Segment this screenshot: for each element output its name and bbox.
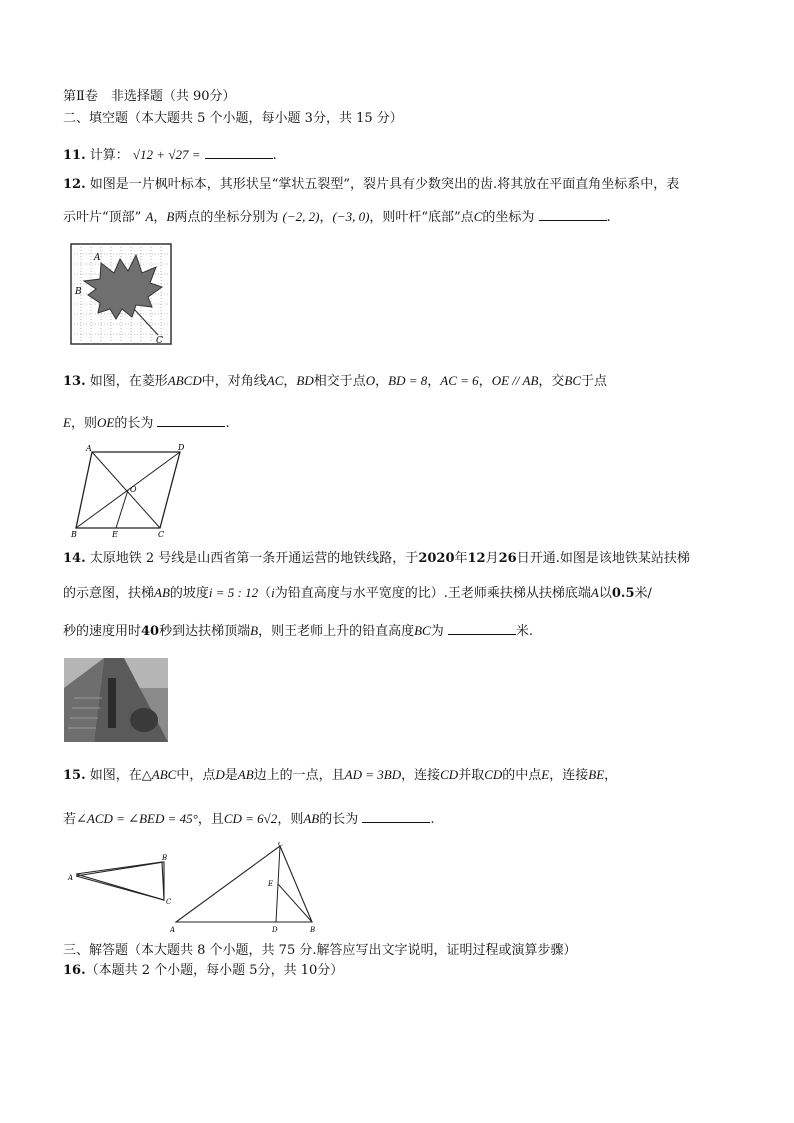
q14-i: i: [271, 585, 275, 600]
fig12-label-a: A: [94, 253, 101, 263]
q15-t7: 的中点: [502, 768, 542, 783]
q14-l2f: 米/: [634, 586, 652, 601]
fig15R-label-d: D: [272, 926, 278, 934]
q11-expression: √12 + √27 =: [132, 147, 201, 162]
fig13-label-o: O: [130, 485, 137, 494]
q12-text-1: 如图是一片枫叶标本，其形状呈“掌状五裂型”，裂片具有少数突出的齿.将其放在平面直角坐标系中，表: [89, 177, 680, 192]
q13-line2: E，则OE的长为 .: [63, 415, 230, 431]
q12-text-2c: ，则叶杆“底部”点: [369, 210, 474, 225]
q14-speed: 0.5: [611, 586, 635, 601]
q14-b: B: [250, 623, 259, 638]
q14-answer-blank: [448, 622, 516, 635]
q15-t8: ，连接: [549, 768, 589, 783]
q12-sep2: ，: [319, 210, 333, 225]
triangle-abc-with-d-e-figure: [170, 842, 320, 934]
q14-unit: 米.: [515, 624, 534, 639]
q14-l2a: 的示意图，扶梯: [63, 586, 155, 601]
q13-t9: 于点: [581, 374, 608, 389]
q14-l2d: 为铅直高度与水平宽度的比）.王老师乘扶梯从扶梯底端: [274, 586, 591, 601]
q13-ac6: AC = 6: [440, 373, 479, 388]
q14-a: A: [590, 585, 599, 600]
q12-line1: [63, 176, 679, 194]
q14-month: 12: [467, 551, 486, 566]
part2-header: 第Ⅱ卷 非选择题（共 90分）: [63, 89, 236, 104]
q13-t8: ，交: [538, 374, 565, 389]
q15-ab: AB: [237, 767, 254, 782]
fig13-label-c: C: [158, 530, 165, 539]
fig13-label-e: E: [112, 530, 118, 539]
q13-t2: 中，对角线: [201, 374, 267, 389]
fig13-label-b: B: [71, 530, 77, 539]
q15-e: E: [541, 767, 550, 782]
fig13-label-a: A: [86, 444, 92, 453]
q15-angle: ∠ACD = ∠BED = 45°: [76, 811, 198, 826]
q14-time: 40: [141, 624, 160, 639]
q15-t9: ，: [604, 768, 618, 783]
q13-t11: 的长为: [114, 416, 154, 431]
fig15L-label-a: A: [68, 874, 74, 882]
q13-e: E: [63, 415, 71, 430]
q15-t3: 是: [224, 768, 238, 783]
q15-l2b: ，且: [197, 812, 224, 827]
q13-line1: [63, 372, 607, 391]
q14-number: 14.: [63, 551, 86, 566]
q11-answer-blank: [205, 146, 273, 159]
q14-l2e: 以: [598, 586, 612, 601]
q12-number: 12.: [63, 177, 86, 192]
q15-ad: AD = 3BD: [344, 767, 402, 782]
q15-cd2: CD: [484, 767, 503, 782]
escalator-photo: [64, 658, 168, 742]
q14-l2c: （: [258, 586, 272, 601]
fig12-label-b: B: [75, 287, 82, 297]
q14-l3d: 为: [430, 624, 444, 639]
fig15R-label-b: B: [310, 926, 316, 934]
q12-coord-1: (−2, 2): [282, 209, 320, 224]
q13-bd: BD: [296, 373, 314, 388]
fig15R-label-c: C: [278, 842, 284, 848]
q12-var-b: B: [166, 209, 175, 224]
q13-oe: OE: [96, 415, 115, 430]
q15-be: BE: [588, 767, 605, 782]
maple-leaf-figure: [70, 243, 172, 345]
q14-l3c: ，则王老师上升的铅直高度: [258, 624, 415, 639]
q14-line1: [63, 550, 690, 568]
q15-answer-blank: [362, 810, 430, 823]
q13-bc: BC: [564, 373, 582, 388]
q15-l2c: ，则: [277, 812, 304, 827]
fig13-label-d: D: [178, 443, 185, 452]
q11-number: 11.: [63, 148, 86, 163]
q13-ac: AC: [266, 373, 284, 388]
q16-text: （本题共 2 个小题，每小题 5分，共 10分）: [85, 963, 344, 978]
q14-ab: AB: [154, 585, 170, 600]
q15-number: 15.: [63, 768, 86, 783]
q14-l1a: 太原地铁 2 号线是山西省第一条开通运营的地铁线路，于: [89, 551, 419, 566]
q11: 11. 计算： √12 + √27 = .: [63, 147, 277, 163]
q13-t10: ，则: [70, 416, 97, 431]
q15-t1: 如图，在: [89, 768, 142, 783]
q12-sep1: ，: [153, 210, 167, 225]
q13-abcd: ABCD: [167, 373, 202, 388]
q13-t7: ，: [478, 374, 492, 389]
q15-cd-value: CD = 6√2: [223, 811, 278, 826]
q14-year: 2020: [418, 551, 455, 566]
q14-day: 26: [498, 551, 517, 566]
q14-line2: [63, 584, 652, 603]
q15-l2d: 的长为: [319, 812, 359, 827]
q12-text-2a: 示叶片“顶部”: [63, 210, 142, 225]
q11-text: 计算：: [89, 148, 129, 163]
q15-d: D: [215, 767, 225, 782]
q16: [63, 962, 343, 980]
q14-l1d: 日开通.如图是该地铁某站扶梯: [516, 551, 690, 566]
fig15R-label-e: E: [268, 880, 274, 888]
q15-cd: CD: [440, 767, 459, 782]
section2-title: 二、填空题（本大题共 5 个小题，每小题 3分，共 15 分）: [63, 111, 403, 126]
q14-bc: BC: [414, 623, 431, 638]
q15-triangle: △ABC: [141, 767, 177, 782]
q13-t4: 相交于点: [313, 374, 366, 389]
q13-o: O: [365, 373, 376, 388]
q15-t4: 边上的一点，且: [253, 768, 345, 783]
q12-var-a: A: [145, 209, 154, 224]
q14-l2b: 的坡度: [169, 586, 209, 601]
q13-t6: ，: [427, 374, 441, 389]
q13-answer-blank: [157, 414, 225, 427]
q15-l2a: 若: [63, 812, 77, 827]
q12-coord-2: (−3, 0): [332, 209, 370, 224]
fig12-label-c: C: [156, 336, 163, 345]
q14-l1c: 月: [485, 551, 499, 566]
fig15L-label-c: C: [166, 898, 172, 906]
fig15L-label-b: B: [162, 854, 168, 862]
q14-l1b: 年: [454, 551, 468, 566]
q12-line2: 示叶片“顶部” A，B两点的坐标分别为 (−2, 2)，(−3, 0)，则叶杆“底部”点C的坐标为 .: [63, 209, 611, 225]
q14-slope: i = 5 : 12: [208, 585, 259, 600]
q16-number: 16.: [63, 963, 86, 978]
q12-answer-blank: [539, 208, 607, 221]
q13-t5: ，: [375, 374, 389, 389]
q15-t5: ，连接: [401, 768, 441, 783]
q12-text-2d: 的坐标为: [482, 210, 535, 225]
rhombus-figure: [70, 440, 190, 540]
q12-var-c: C: [473, 209, 483, 224]
q15-line2: 若∠ACD = ∠BED = 45°，且CD = 6√2，则AB的长为 .: [63, 811, 435, 827]
q15-t2: 中，点: [176, 768, 216, 783]
q14-line3: [63, 622, 533, 641]
q14-l3b: 秒到达扶梯顶端: [159, 624, 251, 639]
section3-title: 三、解答题（本大题共 8 个小题，共 75 分.解答应写出文字说明，证明过程或演算步骤）: [63, 943, 577, 958]
q13-bd8: BD = 8: [388, 373, 428, 388]
q14-l3a: 秒的速度用时: [63, 624, 142, 639]
q13-t3: ，: [283, 374, 297, 389]
q15-ab2: AB: [303, 811, 320, 826]
q12-text-2b: 两点的坐标分别为: [174, 210, 279, 225]
q13-t1: 如图，在菱形: [89, 374, 168, 389]
q15-line1: [63, 766, 617, 785]
fig15R-label-a: A: [170, 926, 176, 934]
q13-number: 13.: [63, 374, 86, 389]
q15-t6: 并取: [458, 768, 485, 783]
q13-parallel: OE // AB: [491, 373, 539, 388]
